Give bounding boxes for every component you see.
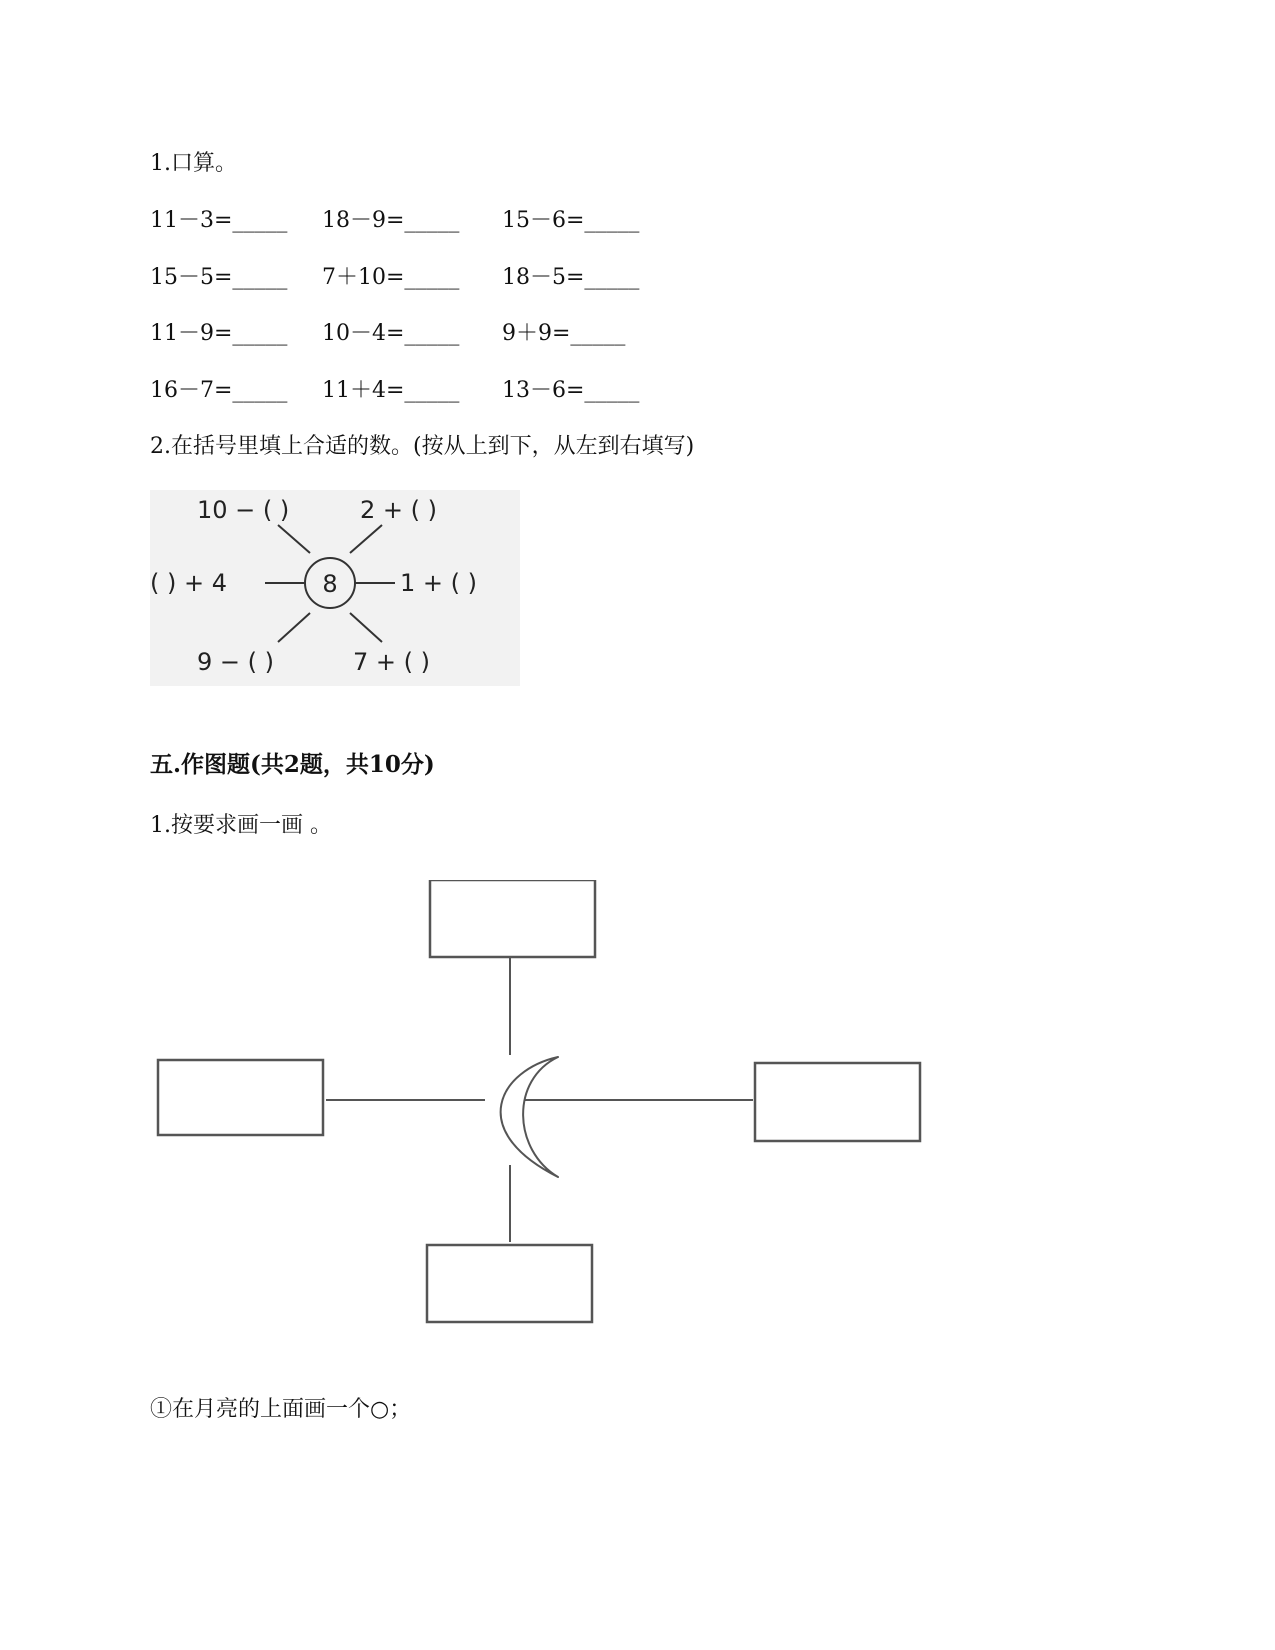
label-top-left: 10 − ( ) bbox=[197, 496, 290, 524]
spoke-top-left bbox=[278, 525, 310, 553]
problem-2-2: 7＋10=_____ bbox=[322, 265, 460, 290]
label-bottom-left: 9 − ( ) bbox=[197, 648, 274, 676]
box-right bbox=[755, 1063, 920, 1141]
problem-1-2: 18－9=_____ bbox=[322, 208, 460, 233]
spoke-bottom-right bbox=[350, 613, 382, 642]
problem-3-2: 10－4=_____ bbox=[322, 321, 460, 346]
draw-q1-title: 1.按要求画一画 。 bbox=[150, 813, 332, 838]
section-heading: 五.作图题(共2题，共10分) bbox=[150, 751, 435, 778]
problem-2-3: 18－5=_____ bbox=[502, 265, 640, 290]
q1-title: 1.口算。 bbox=[150, 151, 237, 176]
problem-3-1: 11－9=_____ bbox=[150, 321, 288, 346]
spoke-bottom-left bbox=[278, 613, 310, 642]
label-bottom-right: 7 + ( ) bbox=[353, 648, 430, 676]
label-top-right: 2 + ( ) bbox=[360, 496, 437, 524]
problem-1-1: 11－3=_____ bbox=[150, 208, 288, 233]
moon-diagram bbox=[155, 880, 935, 1354]
instruction-1: ①在月亮的上面画一个○； bbox=[150, 1397, 412, 1422]
problem-4-3: 13－6=_____ bbox=[502, 378, 640, 403]
label-left: ( ) + 4 bbox=[150, 569, 227, 597]
q2-title: 2.在括号里填上合适的数。(按从上到下，从左到右填写) bbox=[150, 434, 695, 459]
problem-4-1: 16－7=_____ bbox=[150, 378, 288, 403]
spoke-top-right bbox=[350, 525, 382, 553]
crescent-moon bbox=[501, 1057, 558, 1177]
problem-3-3: 9＋9=_____ bbox=[502, 321, 626, 346]
center-number: 8 bbox=[322, 570, 338, 598]
number-star-figure bbox=[150, 490, 520, 686]
label-right: 1 + ( ) bbox=[400, 569, 477, 597]
problem-1-3: 15－6=_____ bbox=[502, 208, 640, 233]
problem-4-2: 11＋4=_____ bbox=[322, 378, 460, 403]
box-left bbox=[158, 1060, 323, 1135]
box-top bbox=[430, 880, 595, 957]
problem-2-1: 15－5=_____ bbox=[150, 265, 288, 290]
box-bottom bbox=[427, 1245, 592, 1322]
